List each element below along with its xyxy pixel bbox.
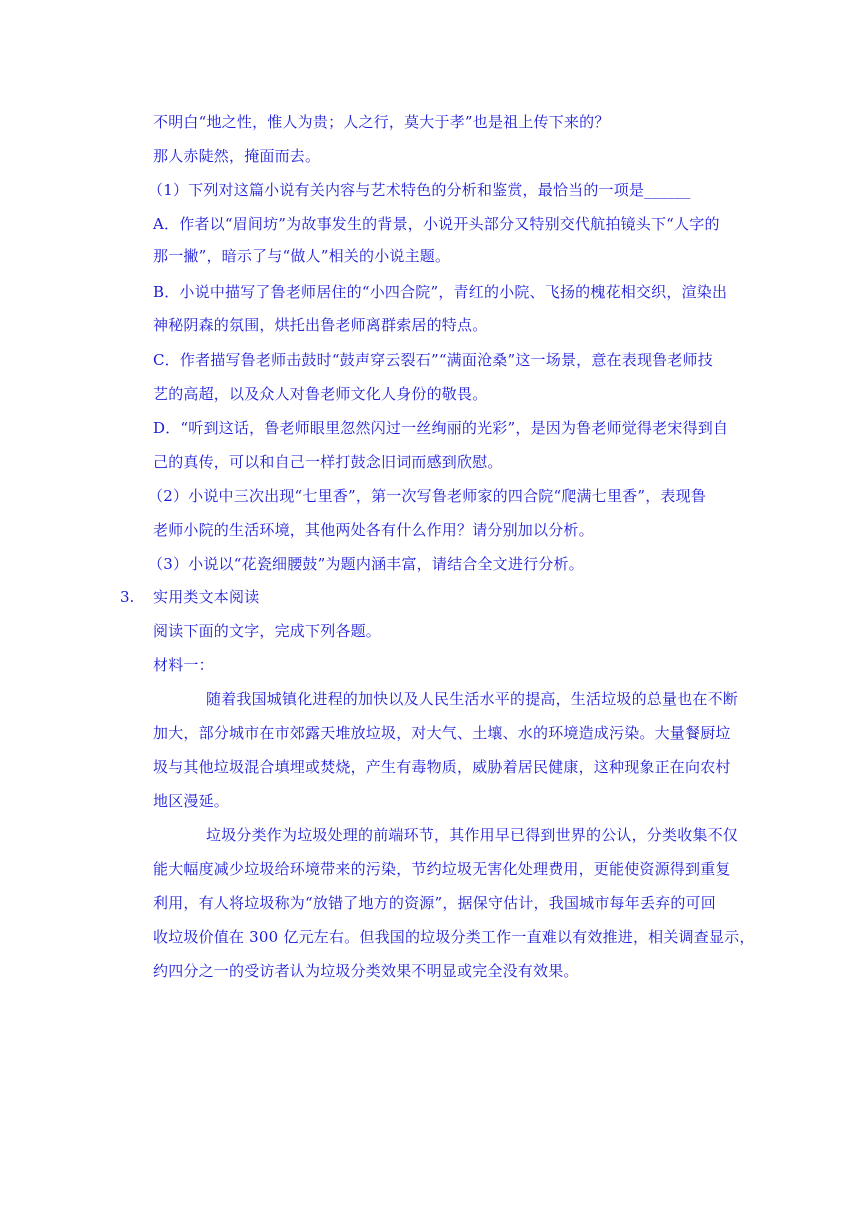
story-line-1: 不明白“地之性，惟人为贵；人之行，莫大于孝”也是祖上传下来的？ xyxy=(153,113,610,131)
question-1-stem: （1）下列对这篇小说有关内容与艺术特色的分析和鉴赏，最恰当的一项是______ xyxy=(148,181,691,199)
paragraph-1-line-1: 随着我国城镇化进程的加快以及人民生活水平的提高，生活垃圾的总量也在不断 xyxy=(206,690,739,708)
paragraph-2-line-3: 利用，有人将垃圾称为“放错了地方的资源”，据保守估计，我国城市每年丢弃的可回 xyxy=(153,894,716,912)
paragraph-2-line-1: 垃圾分类作为垃圾处理的前端环节，其作用早已得到世界的公认，分类收集不仅 xyxy=(206,826,739,844)
option-b-line-2: 神秘阴森的氛围，烘托出鲁老师离群索居的特点。 xyxy=(153,316,488,334)
question-3: （3）小说以“花瓷细腰鼓”为题内涵丰富，请结合全文进行分析。 xyxy=(148,555,584,573)
section-title: 实用类文本阅读 xyxy=(153,588,260,606)
material-label: 材料一： xyxy=(153,656,214,674)
option-d-line-1: D．“听到这话，鲁老师眼里忽然闪过一丝绚丽的光彩”，是因为鲁老师觉得老宋得到自 xyxy=(153,419,729,437)
story-line-2: 那人赤陡然，掩面而去。 xyxy=(153,147,321,165)
paragraph-2-line-2: 能大幅度减少垃圾给环境带来的污染，节约垃圾无害化处理费用，更能使资源得到重复 xyxy=(153,860,731,878)
option-a-line-2: 那一撇”，暗示了与“做人”相关的小说主题。 xyxy=(153,247,451,265)
question-2-line-1: （2）小说中三次出现“七里香”，第一次写鲁老师家的四合院“爬满七里香”，表现鲁 xyxy=(148,487,707,505)
paragraph-2-line-4: 收垃圾价值在 300 亿元左右。但我国的垃圾分类工作一直难以有效推进，相关调查显示， xyxy=(153,928,755,946)
question-2-line-2: 老师小院的生活环境，其他两处各有什么作用？请分别加以分析。 xyxy=(153,521,594,539)
option-c-line-2: 艺的高超，以及众人对鲁老师文化人身份的敬畏。 xyxy=(153,385,488,403)
paragraph-1-line-4: 地区漫延。 xyxy=(153,792,230,810)
option-d-line-2: 己的真传，可以和自己一样打鼓念旧词而感到欣慰。 xyxy=(153,453,503,471)
section-number: 3. xyxy=(120,588,135,606)
paragraph-1-line-3: 圾与其他垃圾混合填埋或焚烧，产生有毒物质，威胁着居民健康，这种现象正在向农村 xyxy=(153,758,731,776)
section-instruction: 阅读下面的文字，完成下列各题。 xyxy=(153,622,382,640)
paragraph-1-line-2: 加大，部分城市在市郊露天堆放垃圾，对大气、土壤、水的环境造成污染。大量餐厨垃 xyxy=(153,724,731,742)
option-b-line-1: B．小说中描写了鲁老师居住的“小四合院”，青红的小院、飞扬的槐花相交织，渲染出 xyxy=(153,283,728,301)
option-c-line-1: C．作者描写鲁老师击鼓时“鼓声穿云裂石”“满面沧桑”这一场景，意在表现鲁老师技 xyxy=(153,351,713,369)
option-a-line-1: A．作者以“眉间坊”为故事发生的背景，小说开头部分又特别交代航拍镜头下“人字的 xyxy=(153,215,720,233)
paragraph-2-line-5: 约四分之一的受访者认为垃圾分类效果不明显或完全没有效果。 xyxy=(153,962,579,980)
